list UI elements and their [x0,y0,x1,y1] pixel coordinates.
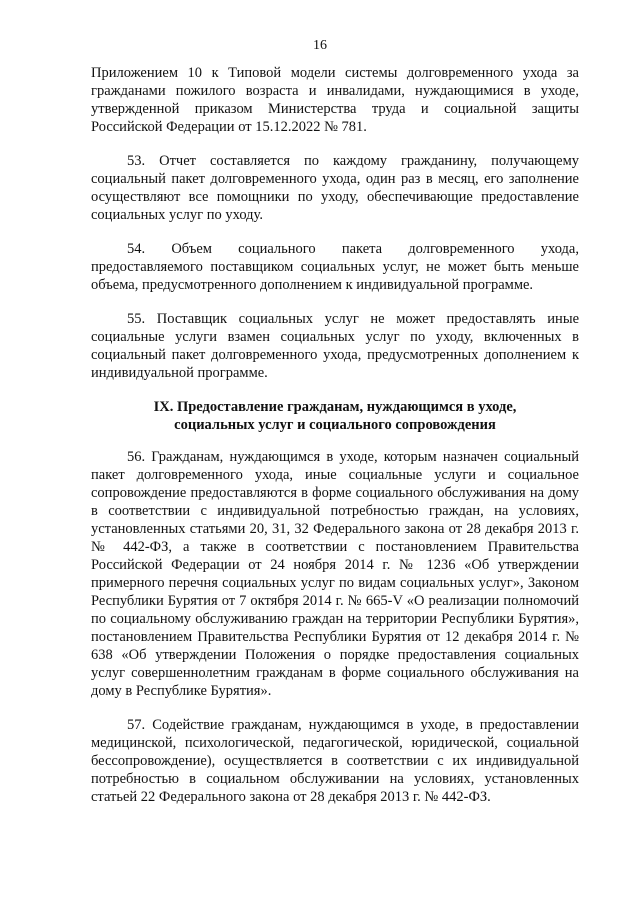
paragraph-continuation: Приложением 10 к Типовой модели системы долговременного ухода за гражданами пожилого возраста и инвалидами, нуждающимися в уходе, утвержденной приказом Министерства труда и социальной защиты Российской Федерации от 15.12.2022 № 781. [91,65,579,135]
section-heading-line1: IX. Предоставление гражданам, нуждающимся в уходе, [153,399,517,415]
paragraph-56: 56. Гражданам, нуждающимся в уходе, которым назначен социальный пакет долговременного ухода, иные социальные услуги и социальное сопровождение предоставляются в форме социального обслуживания на дому в соответствии с индивидуальной потребностью граждан, на условиях, установленных статьями 20, 31, 32 Федерального закона от 28 декабря 2013 г. № 442-ФЗ, а также в соответствии с постановлением Правительства Российской Федерации от 24 ноября 2014 г. № 1236 «Об утверждении примерного перечня социальных услуг по видам социальных услуг», Законом Республики Бурятия от 7 октября 2014 г. № 665-V «О реализации полномочий по социальному обслуживанию граждан на территории Республики Бурятия», постановлением Правительства Республики Бурятия от 12 декабря 2014 г. № 638 «Об утверждении Положения о порядке предоставления социальных услуг совершеннолетним гражданам в форме социального обслуживания на дому в Республике Бурятия». [91,449,579,699]
paragraph-54: 54. Объем социального пакета долговременного ухода, предоставляемого поставщиком социальных услуг, не может быть меньше объема, предусмотренного дополнением к индивидуальной программе. [91,241,579,293]
paragraph-57: 57. Содействие гражданам, нуждающимся в уходе, в предоставлении медицинской, психологической, педагогической, юридической, социальной бессопровождение), осуществляется в соответствии с их индивидуальной потребностью в социальном обслуживании на условиях, установленных статьей 22 Федерального закона от 28 декабря 2013 г. № 442-ФЗ. [91,717,579,805]
paragraph-55: 55. Поставщик социальных услуг не может предоставлять иные социальные услуги взамен социальных услуг по уходу, включенных в социальный пакет долговременного ухода, предусмотренных дополнением к индивидуальной программе. [91,311,579,381]
section-heading [91,398,579,434]
page-number: 16 [313,38,327,53]
section-heading-line2: социальных услуг и социального сопровождения [174,417,496,433]
paragraph-53: 53. Отчет составляется по каждому гражданину, получающему социальный пакет долговременного ухода, один раз в месяц, его заполнение осуществляют все помощники по уходу, обеспечивающие предоставление социальных услуг по уходу. [91,153,579,223]
document-body [91,64,579,822]
